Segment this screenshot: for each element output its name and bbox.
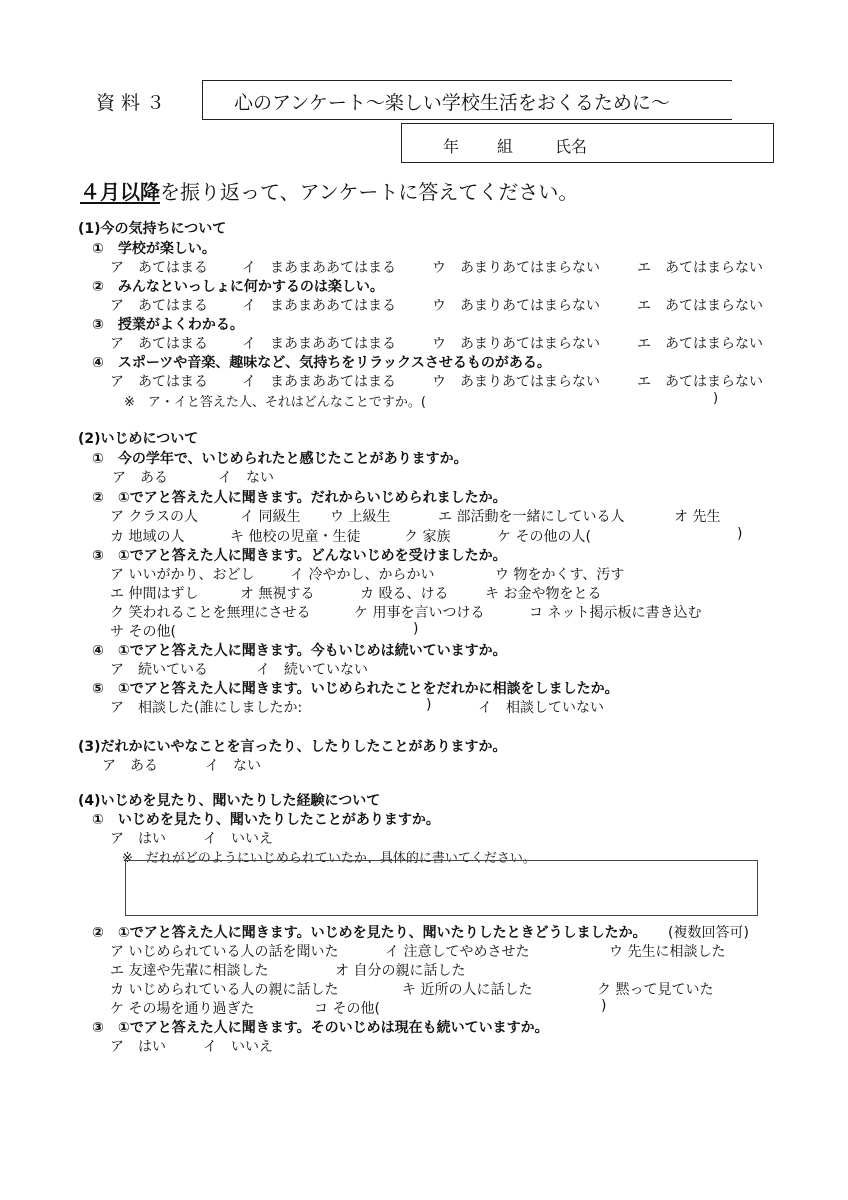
s2-question-5: ⑤ ①でアと答えた人に聞きます。いじめられたことをだれかに相談をしましたか。 [92, 681, 619, 697]
option-a[interactable]: ア あてはまる [110, 298, 208, 314]
s2-q2-option[interactable]: ク 家族 [404, 529, 451, 545]
document-label: 資料３ [96, 92, 172, 114]
s2-q2-option[interactable]: キ 他校の児童・生徒 [230, 529, 361, 545]
s4-q2-option[interactable]: カ いじめられている人の親に話した [110, 982, 339, 998]
s4-q2-option[interactable]: オ 自分の親に話した [335, 963, 466, 979]
s4-q2-option-close: ) [601, 998, 607, 1014]
s3-option-b[interactable]: イ ない [205, 758, 261, 774]
s1-question-3: ③ 授業がよくわかる。 [92, 317, 244, 333]
s4-q2-option[interactable]: イ 注意してやめさせた [385, 944, 530, 960]
s4-q1-option-b[interactable]: イ いいえ [203, 831, 273, 847]
s4-question-1: ① いじめを見たり、聞いたりしたことがありますか。 [92, 812, 440, 828]
option-c[interactable]: ウ あまりあてはまらない [432, 374, 600, 390]
s4-question-2: ② ①でアと答えた人に聞きます。いじめを見たり、聞いたりしたときどうしましたか。 [92, 925, 647, 941]
s2-q2-option[interactable]: ケ その他の人( [497, 529, 591, 545]
s2-q4-option-b[interactable]: イ 続いていない [256, 662, 368, 678]
s2-question-4: ④ ①でアと答えた人に聞きます。今もいじめは続いていますか。 [92, 643, 507, 659]
s2-q2-option-close: ) [737, 526, 743, 542]
s4-q3-option-a[interactable]: ア はい [110, 1039, 166, 1055]
instructions [80, 176, 578, 205]
section-1-title: (1)今の気持ちについて [78, 221, 227, 237]
s4-q2-option[interactable]: エ 友達や先輩に相談した [110, 963, 269, 979]
s2-q3-option[interactable]: エ 仲間はずし [110, 586, 199, 602]
s4-q2-option[interactable]: コ その他( [314, 1001, 380, 1017]
s4-question-3: ③ ①でアと答えた人に聞きます。そのいじめは現在も続いていますか。 [92, 1020, 549, 1036]
option-b[interactable]: イ まあまああてはまる [242, 374, 396, 390]
s2-q2-option[interactable]: エ 部活動を一緒にしている人 [438, 509, 625, 525]
s2-q1-option-a[interactable]: ア ある [112, 470, 168, 486]
section-2-title: (2)いじめについて [78, 431, 199, 447]
option-a[interactable]: ア あてはまる [110, 260, 208, 276]
option-a[interactable]: ア あてはまる [110, 374, 208, 390]
document-title: 心のアンケート～楽しい学校生活をおくるために～ [234, 92, 670, 114]
s4-q2-option[interactable]: ケ その場を通り過ぎた [110, 1001, 255, 1017]
option-d[interactable]: エ あてはまらない [637, 260, 763, 276]
name-label: 氏名 [555, 137, 588, 156]
instructions-text: を振り返って、アンケートに答えてください。 [160, 180, 579, 204]
s1-question-2: ② みんなといっしょに何かするのは楽しい。 [92, 279, 384, 295]
s2-q5-option-a-close: ) [426, 697, 432, 713]
s1-question-4: ④ スポーツや音楽、趣味など、気持ちをリラックスさせるものがある。 [92, 355, 551, 371]
option-d[interactable]: エ あてはまらない [637, 374, 763, 390]
s4-q1-note: ※ だれがどのようにいじめられていたか、具体的に書いてください。 [122, 851, 536, 866]
instructions-emphasis: ４月以降 [80, 180, 160, 204]
s1-q4-note: ※ ア・イと答えた人、それはどんなことですか。( [124, 395, 426, 410]
option-c[interactable]: ウ あまりあてはまらない [432, 260, 600, 276]
option-c[interactable]: ウ あまりあてはまらない [432, 298, 600, 314]
s2-question-3: ③ ①でアと答えた人に聞きます。どんないじめを受けましたか。 [92, 548, 507, 564]
option-d[interactable]: エ あてはまらない [637, 336, 763, 352]
s2-q3-option[interactable]: ケ 用事を言いつける [354, 605, 485, 621]
s1-q4-note-close: ) [713, 391, 719, 406]
section-3-title: (3)だれかにいやなことを言ったり、したりしたことがありますか。 [78, 739, 507, 755]
s2-q4-option-a[interactable]: ア 続いている [110, 662, 208, 678]
s2-q2-option[interactable]: オ 先生 [674, 509, 721, 525]
option-a[interactable]: ア あてはまる [110, 336, 208, 352]
s2-q3-option[interactable]: ウ 物をかくす、汚す [495, 567, 625, 583]
s2-q3-option[interactable]: キ お金や物をとる [485, 586, 602, 602]
s4-q1-answer-box[interactable] [125, 860, 758, 916]
s4-q3-option-b[interactable]: イ いいえ [203, 1039, 273, 1055]
s2-question-1: ① 今の学年で、いじめられたと感じたことがありますか。 [92, 451, 468, 467]
s4-q2-option[interactable]: ア いじめられている人の話を聞いた [110, 944, 339, 960]
s4-q1-option-a[interactable]: ア はい [110, 831, 166, 847]
s2-q1-option-b[interactable]: イ ない [218, 470, 274, 486]
s2-q3-option[interactable]: イ 冷やかし、からかい [290, 567, 435, 583]
class-label: 組 [497, 137, 514, 156]
s2-q5-option-b[interactable]: イ 相談していない [478, 700, 604, 716]
s2-q3-option[interactable]: カ 殴る、ける [360, 586, 449, 602]
option-b[interactable]: イ まあまああてはまる [242, 336, 396, 352]
s2-q5-option-a[interactable]: ア 相談した(誰にしましたか: [110, 700, 303, 716]
section-4-title: (4)いじめを見たり、聞いたりした経験について [78, 793, 381, 809]
s2-q3-option[interactable]: コ ネット掲示板に書き込む [529, 605, 702, 621]
s4-q2-option[interactable]: キ 近所の人に話した [402, 982, 533, 998]
s2-q3-option-close: ) [413, 621, 419, 637]
option-b[interactable]: イ まあまああてはまる [242, 298, 396, 314]
s3-option-a[interactable]: ア ある [102, 758, 158, 774]
s4-q2-option[interactable]: ク 黙って見ていた [597, 982, 714, 998]
year-label: 年 [443, 137, 460, 156]
s2-q2-option[interactable]: イ 同級生 [240, 509, 301, 525]
s2-question-2: ② ①でアと答えた人に聞きます。だれからいじめられましたか。 [92, 490, 507, 506]
s4-q2-option[interactable]: ウ 先生に相談した [609, 944, 726, 960]
s2-q2-option[interactable]: カ 地域の人 [110, 529, 185, 545]
s2-q3-option[interactable]: ア いいがかり、おどし [110, 567, 255, 583]
option-b[interactable]: イ まあまああてはまる [242, 260, 396, 276]
s2-q3-option[interactable]: ク 笑われることを無理にさせる [110, 605, 311, 621]
option-c[interactable]: ウ あまりあてはまらない [432, 336, 600, 352]
s2-q2-option[interactable]: ウ 上級生 [330, 509, 391, 525]
s2-q2-option[interactable]: ア クラスの人 [110, 509, 199, 525]
s4-q2-multi-note: (複数回答可) [668, 925, 749, 941]
s1-question-1: ① 学校が楽しい。 [92, 241, 216, 257]
option-d[interactable]: エ あてはまらない [637, 298, 763, 314]
s2-q3-option[interactable]: サ その他( [110, 624, 176, 640]
s2-q3-option[interactable]: オ 無視する [240, 586, 315, 602]
